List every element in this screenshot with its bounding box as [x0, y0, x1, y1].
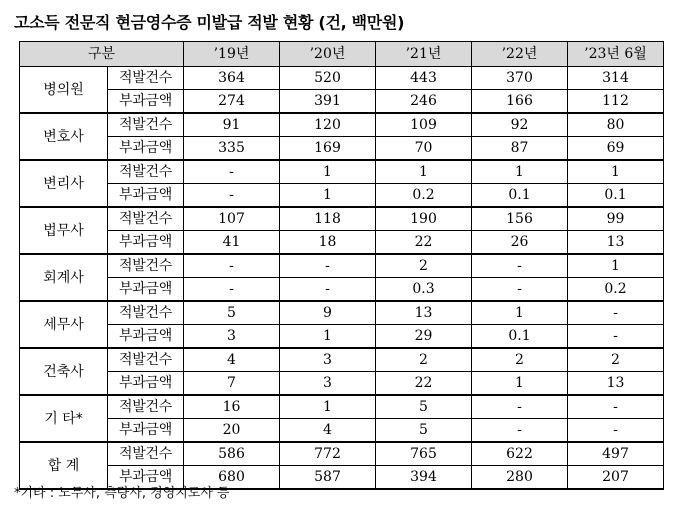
value-cell: 13: [568, 231, 664, 255]
value-cell: 1: [568, 254, 664, 278]
row-category: 회계사: [20, 254, 108, 301]
value-cell: 0.1: [472, 325, 568, 349]
value-cell: 1: [280, 325, 376, 349]
value-cell: -: [472, 278, 568, 302]
value-cell: 680: [184, 466, 280, 490]
metric-label: 부과금액: [108, 278, 184, 302]
value-cell: 9: [280, 301, 376, 325]
table-row: [20, 301, 664, 325]
metric-label: 부과금액: [108, 137, 184, 161]
value-cell: 69: [568, 137, 664, 161]
table-row: [20, 372, 664, 396]
value-cell: 622: [472, 442, 568, 466]
value-cell: 364: [184, 67, 280, 90]
enforcement-table: [19, 41, 664, 490]
row-category: 건축사: [20, 348, 108, 395]
value-cell: 87: [472, 137, 568, 161]
metric-label: 적발건수: [108, 442, 184, 466]
value-cell: 1: [280, 395, 376, 419]
metric-label: 부과금액: [108, 325, 184, 349]
table-row: [20, 419, 664, 443]
value-cell: 26: [472, 231, 568, 255]
table-row: [20, 231, 664, 255]
value-cell: 765: [376, 442, 472, 466]
table-row: [20, 184, 664, 208]
table-row: [20, 137, 664, 161]
value-cell: 314: [568, 67, 664, 90]
table-row: [20, 348, 664, 372]
table-row: [20, 90, 664, 114]
value-cell: 391: [280, 90, 376, 114]
value-cell: 520: [280, 67, 376, 90]
value-cell: 2: [472, 348, 568, 372]
value-cell: 29: [376, 325, 472, 349]
value-cell: 1: [472, 301, 568, 325]
value-cell: 5: [376, 395, 472, 419]
value-cell: 112: [568, 90, 664, 114]
value-cell: 92: [472, 113, 568, 137]
value-cell: -: [184, 160, 280, 184]
value-cell: 5: [376, 419, 472, 443]
table-row: [20, 207, 664, 231]
value-cell: 280: [472, 466, 568, 490]
value-cell: 166: [472, 90, 568, 114]
footnote: *기타 : 노무사, 측량사, 경영지도사 등: [14, 486, 230, 501]
value-cell: -: [568, 301, 664, 325]
value-cell: 0.3: [376, 278, 472, 302]
value-cell: 0.1: [568, 184, 664, 208]
row-category: 합 계: [20, 442, 108, 489]
value-cell: 1: [568, 160, 664, 184]
value-cell: 4: [280, 419, 376, 443]
value-cell: 109: [376, 113, 472, 137]
value-cell: 2: [568, 348, 664, 372]
value-cell: 3: [280, 372, 376, 396]
metric-label: 적발건수: [108, 207, 184, 231]
row-category: 세무사: [20, 301, 108, 348]
value-cell: 1: [280, 184, 376, 208]
value-cell: 20: [184, 419, 280, 443]
value-cell: 41: [184, 231, 280, 255]
value-cell: 18: [280, 231, 376, 255]
value-cell: 2: [376, 348, 472, 372]
row-category: 기 타*: [20, 395, 108, 442]
row-category: 법무사: [20, 207, 108, 254]
value-cell: -: [568, 419, 664, 443]
metric-label: 적발건수: [108, 160, 184, 184]
metric-label: 적발건수: [108, 348, 184, 372]
value-cell: 91: [184, 113, 280, 137]
value-cell: 70: [376, 137, 472, 161]
value-cell: 3: [184, 325, 280, 349]
value-cell: -: [472, 419, 568, 443]
value-cell: 156: [472, 207, 568, 231]
value-cell: 118: [280, 207, 376, 231]
value-cell: 1: [472, 160, 568, 184]
metric-label: 적발건수: [108, 395, 184, 419]
metric-label: 적발건수: [108, 254, 184, 278]
value-cell: -: [472, 395, 568, 419]
value-cell: 22: [376, 372, 472, 396]
table-row: [20, 160, 664, 184]
value-cell: 120: [280, 113, 376, 137]
row-category: 변호사: [20, 113, 108, 160]
header-year: ’23년 6월: [568, 42, 664, 67]
value-cell: -: [472, 254, 568, 278]
header-category: 구분: [20, 42, 184, 67]
metric-label: 적발건수: [108, 301, 184, 325]
value-cell: 22: [376, 231, 472, 255]
table-row: [20, 113, 664, 137]
value-cell: 274: [184, 90, 280, 114]
value-cell: -: [184, 184, 280, 208]
value-cell: 16: [184, 395, 280, 419]
value-cell: 1: [472, 372, 568, 396]
value-cell: 5: [184, 301, 280, 325]
value-cell: 169: [280, 137, 376, 161]
value-cell: 0.2: [376, 184, 472, 208]
metric-label: 부과금액: [108, 372, 184, 396]
value-cell: 99: [568, 207, 664, 231]
table-body: [20, 67, 664, 490]
metric-label: 적발건수: [108, 67, 184, 90]
value-cell: 1: [280, 160, 376, 184]
value-cell: 107: [184, 207, 280, 231]
value-cell: 4: [184, 348, 280, 372]
value-cell: 587: [280, 466, 376, 490]
row-category: 변리사: [20, 160, 108, 207]
row-category: 병의원: [20, 67, 108, 114]
value-cell: 13: [376, 301, 472, 325]
metric-label: 부과금액: [108, 90, 184, 114]
value-cell: 1: [376, 160, 472, 184]
value-cell: 370: [472, 67, 568, 90]
table-row: [20, 278, 664, 302]
header-year: ’22년: [472, 42, 568, 67]
value-cell: -: [184, 278, 280, 302]
value-cell: 3: [280, 348, 376, 372]
metric-label: 적발건수: [108, 113, 184, 137]
table-row: [20, 395, 664, 419]
value-cell: -: [280, 254, 376, 278]
header-year: ’21년: [376, 42, 472, 67]
value-cell: -: [568, 325, 664, 349]
value-cell: -: [184, 254, 280, 278]
value-cell: 497: [568, 442, 664, 466]
header-year: ’20년: [280, 42, 376, 67]
value-cell: 80: [568, 113, 664, 137]
value-cell: 586: [184, 442, 280, 466]
table-row: [20, 67, 664, 90]
value-cell: 772: [280, 442, 376, 466]
value-cell: -: [280, 278, 376, 302]
table-row: [20, 442, 664, 466]
metric-label: 부과금액: [108, 466, 184, 490]
metric-label: 부과금액: [108, 231, 184, 255]
metric-label: 부과금액: [108, 184, 184, 208]
header-year: ’19년: [184, 42, 280, 67]
table-title: 고소득 전문직 현금영수증 미발급 적발 현황 (건, 백만원): [14, 13, 405, 32]
value-cell: 394: [376, 466, 472, 490]
value-cell: -: [568, 395, 664, 419]
value-cell: 0.1: [472, 184, 568, 208]
value-cell: 335: [184, 137, 280, 161]
table-row: [20, 325, 664, 349]
value-cell: 2: [376, 254, 472, 278]
value-cell: 246: [376, 90, 472, 114]
value-cell: 13: [568, 372, 664, 396]
table-row: [20, 254, 664, 278]
value-cell: 7: [184, 372, 280, 396]
metric-label: 부과금액: [108, 419, 184, 443]
header-row: [20, 42, 664, 67]
value-cell: 443: [376, 67, 472, 90]
value-cell: 0.2: [568, 278, 664, 302]
value-cell: 207: [568, 466, 664, 490]
value-cell: 190: [376, 207, 472, 231]
